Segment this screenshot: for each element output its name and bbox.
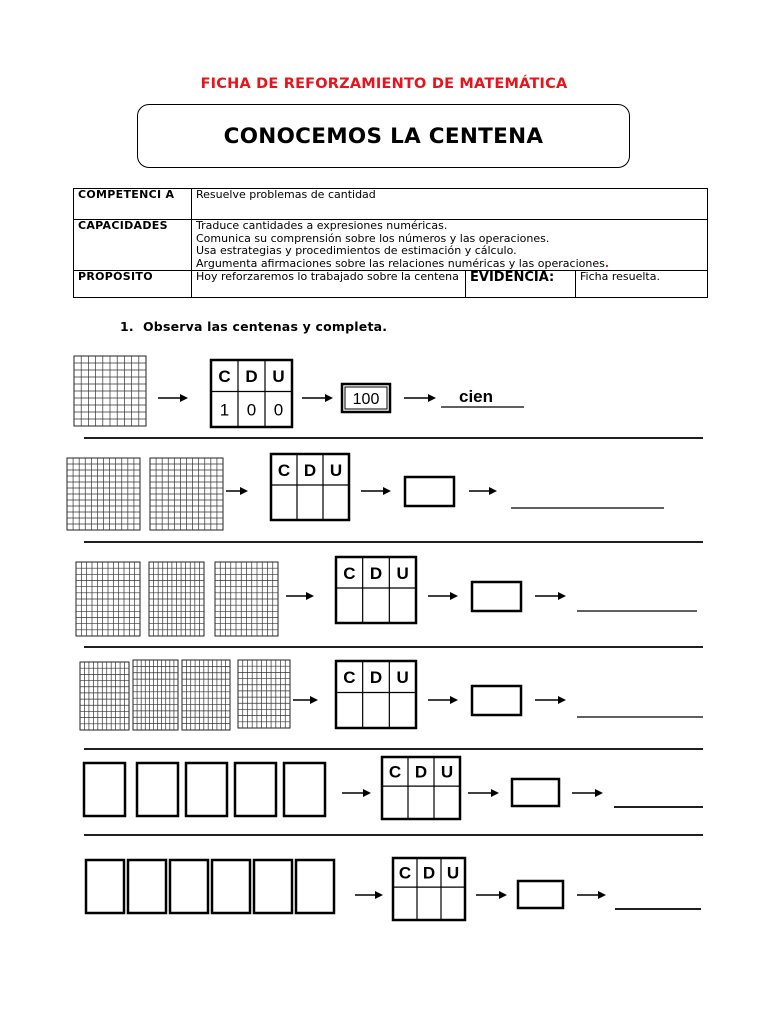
answer-box — [405, 477, 454, 506]
answer-box — [472, 686, 521, 715]
arrow-icon — [158, 394, 188, 402]
cdu-header-label: D — [414, 762, 428, 782]
arrow-icon — [468, 789, 499, 797]
instruction-text: Observa las centenas y completa. — [142, 319, 388, 334]
hundred-block-grid — [149, 562, 204, 636]
arrow-icon — [572, 789, 603, 797]
hundred-block-grid — [150, 458, 223, 530]
hundred-block — [284, 763, 325, 816]
hundred-block — [212, 860, 250, 913]
arrow-icon — [428, 696, 458, 704]
hundred-block — [84, 763, 125, 816]
competencia-value: Resuelve problemas de cantidad — [192, 189, 708, 220]
evidencia-value: Ficha resuelta. — [576, 271, 708, 298]
hundred-block — [137, 763, 178, 816]
hundred-block-grid — [133, 660, 178, 730]
competencia-label: COMPETENCI A — [74, 189, 192, 220]
capacidad-item: Usa estrategias y procedimientos de estimación y cálculo. — [196, 244, 517, 257]
arrow-icon — [293, 696, 318, 704]
arrow-icon — [404, 394, 436, 402]
answer-box — [472, 582, 521, 611]
hundred-block-grid — [80, 662, 129, 730]
proposito-value: Hoy reforzaremos lo trabajado sobre la centena — [192, 271, 466, 298]
answer-box — [512, 779, 559, 806]
arrow-icon — [302, 394, 333, 402]
hundred-block-grid — [67, 458, 140, 530]
cdu-digit: 0 — [273, 400, 284, 420]
cdu-digit: 1 — [219, 400, 230, 420]
arrow-icon — [476, 891, 507, 899]
cdu-table — [382, 757, 460, 819]
hundred-block-grid — [76, 562, 140, 636]
hundred-block — [128, 860, 166, 913]
answer-box — [518, 881, 563, 908]
hundred-block — [235, 763, 276, 816]
capacidad-item: Traduce cantidades a expresiones numéricas. — [196, 219, 448, 232]
hundred-block — [254, 860, 292, 913]
arrow-icon — [355, 891, 383, 899]
arrow-icon — [577, 891, 606, 899]
hundred-block — [186, 763, 227, 816]
cdu-header-label: C — [398, 863, 412, 883]
evidencia-label: EVIDENCIA: — [466, 271, 576, 298]
hundred-block — [296, 860, 334, 913]
proposito-label: PROPÓSITO — [74, 271, 192, 298]
cdu-header-label: D — [369, 668, 383, 688]
arrow-icon — [535, 696, 566, 704]
arrow-icon — [469, 487, 497, 495]
page-title: CONOCEMOS LA CENTENA — [223, 123, 544, 149]
answer-number: 100 — [352, 391, 380, 408]
cdu-header-label: C — [343, 563, 356, 583]
cdu-table — [336, 661, 416, 728]
cdu-digit: 0 — [246, 400, 257, 420]
hundred-block — [170, 860, 208, 913]
cdu-header-label: C — [343, 668, 356, 688]
hundred-block — [86, 860, 124, 913]
cdu-header-label: C — [388, 762, 402, 782]
hundred-block-grid — [238, 660, 290, 728]
cdu-header-label: D — [369, 563, 383, 583]
cdu-header-label: U — [396, 668, 409, 688]
arrow-icon — [428, 592, 458, 600]
arrow-icon — [226, 487, 248, 495]
worksheet-header: FICHA DE REFORZAMIENTO DE MATEMÁTICA — [200, 76, 568, 92]
capacidad-item: Comunica su comprensión sobre los números y las operaciones. — [196, 231, 550, 245]
arrow-icon — [342, 789, 371, 797]
cdu-table — [393, 858, 465, 920]
answer-word: cien — [458, 387, 494, 406]
cdu-header-label: U — [396, 563, 409, 583]
hundred-block-grid — [182, 660, 230, 730]
cdu-header-label: D — [303, 460, 317, 480]
cdu-header-label: D — [245, 367, 258, 387]
cdu-table — [336, 557, 416, 623]
cdu-table — [211, 360, 292, 427]
instruction-number: 1. — [120, 319, 134, 334]
arrow-icon — [286, 592, 314, 600]
capacidades-label: CAPACIDADES — [74, 220, 192, 271]
cdu-header-label: U — [446, 863, 460, 883]
cdu-header-label: U — [329, 460, 343, 480]
cdu-header-label: D — [422, 863, 436, 883]
hundred-block-grid — [215, 562, 278, 636]
cdu-table — [271, 454, 349, 520]
arrow-icon — [361, 487, 391, 495]
cdu-header-label: C — [218, 367, 231, 387]
hundred-block-grid — [74, 356, 146, 426]
cdu-header-label: C — [277, 460, 291, 480]
cdu-header-label: U — [440, 762, 454, 782]
cdu-header-label: U — [272, 367, 285, 387]
arrow-icon — [535, 592, 566, 600]
capacidad-item: Argumenta afirmaciones sobre las relaciones numéricas y las operaciones. — [196, 256, 610, 270]
